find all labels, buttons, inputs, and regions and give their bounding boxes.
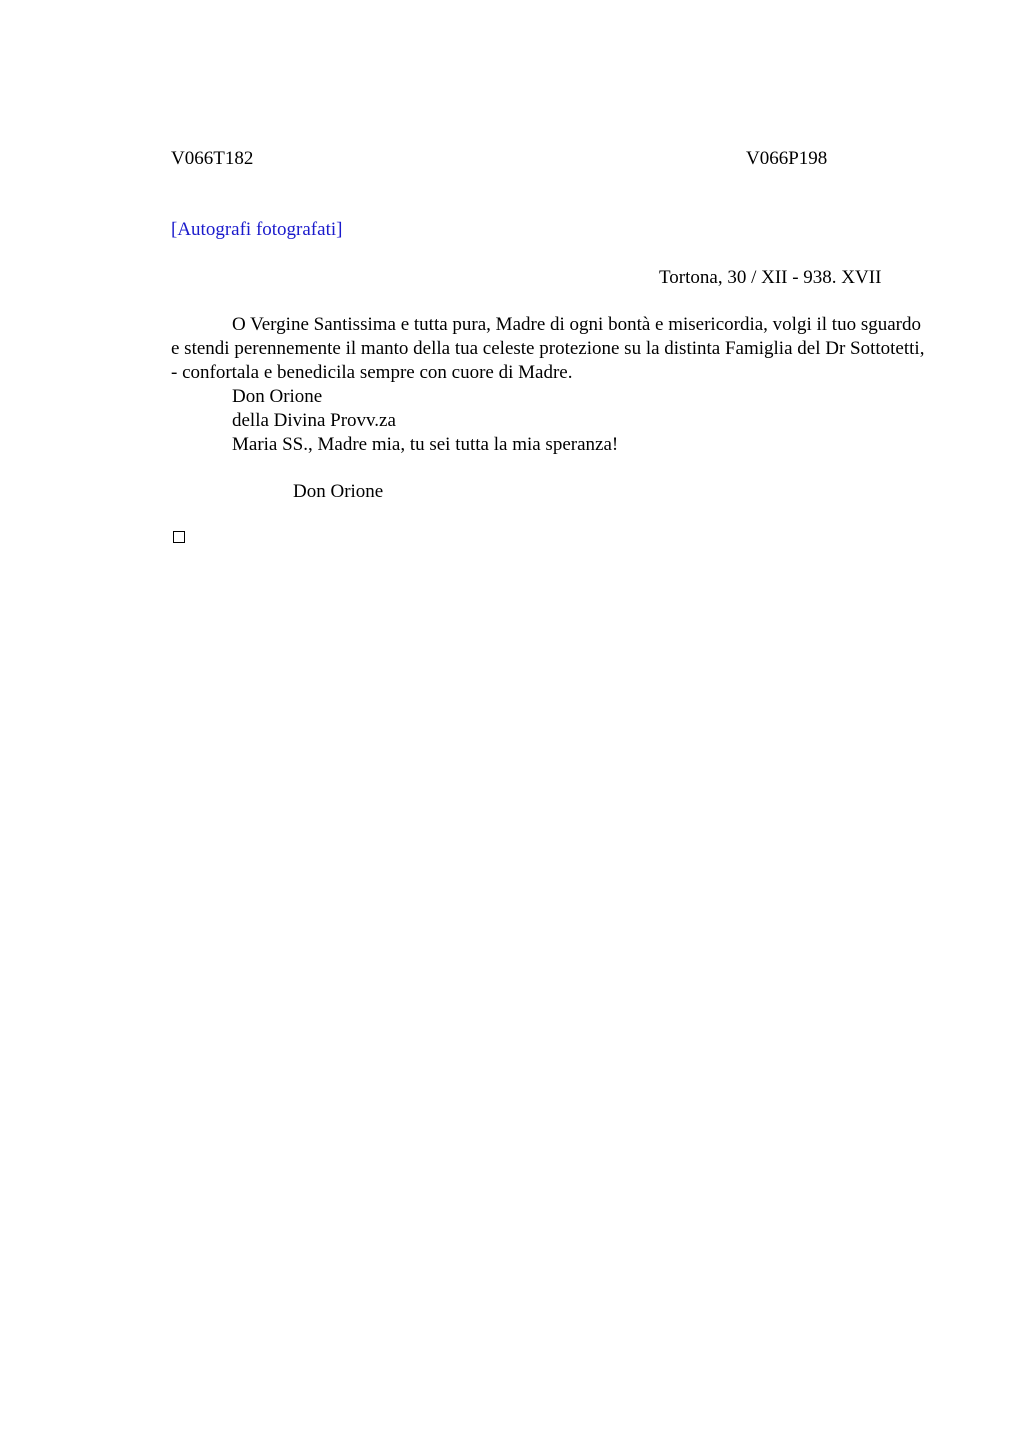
- signature-line-name: Don Orione: [232, 386, 323, 407]
- document-code-right: V066P198: [746, 148, 828, 169]
- signature-block: [232, 385, 618, 457]
- date-line: Tortona, 30 / XII - 938. XVII: [659, 267, 882, 288]
- final-signature: Don Orione: [293, 481, 384, 502]
- signature-line-invocation: Maria SS., Madre mia, tu sei tutta la mia speranza!: [232, 434, 619, 455]
- document-code-left: V066T182: [171, 148, 254, 169]
- empty-square-icon: [173, 531, 185, 543]
- source-note: [Autografi fotografati]: [171, 219, 343, 240]
- letter-body-paragraph: O Vergine Santissima e tutta pura, Madre di ogni bontà e misericordia, volgi il tuo sguardo e stendi perennemente il manto della tua celeste protezione su la distinta Famiglia del Dr Sottotetti, - confortala e benedicila sempre con cuore di Madre.: [171, 314, 925, 383]
- signature-line-title: della Divina Provv.za: [232, 410, 396, 431]
